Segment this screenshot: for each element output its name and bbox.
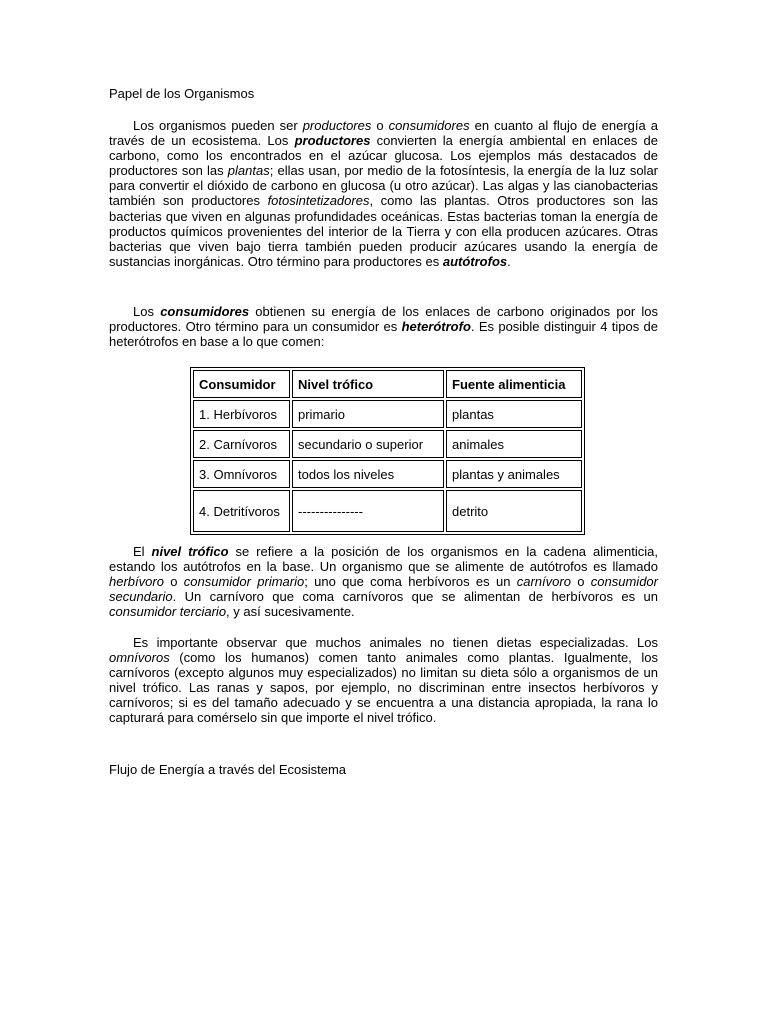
table-row <box>193 460 582 488</box>
text-run: ; uno que coma herbívoros es un <box>304 574 517 590</box>
table-cell: 3. Omnívoros <box>193 460 290 488</box>
table-cell: plantas y animales <box>446 460 582 488</box>
paragraph-nivel-trofico <box>109 544 658 619</box>
text-run: , y así sucesivamente. <box>226 604 355 620</box>
term-productores-bold: productores <box>294 133 371 149</box>
text-run: o <box>371 118 389 133</box>
text-run: o <box>163 574 184 590</box>
term-consumidor-secundario: consumidor secundario <box>109 574 658 605</box>
term-consumidor-terciario: consumidor terciario <box>109 604 227 620</box>
table-row <box>193 430 582 458</box>
term-carnivoro: carnívoro <box>516 574 571 590</box>
paragraph-productores <box>109 118 658 269</box>
table-cell: plantas <box>446 400 582 428</box>
term-heterotrofo: heterótrofo <box>401 319 471 335</box>
term-productores: productores <box>302 118 372 133</box>
text-run: Es importante observar que muchos animales no tienen dietas especializadas. Los <box>133 635 658 650</box>
term-consumidores-bold: consumidores <box>160 304 250 319</box>
table-cell: secundario o superior <box>292 430 444 458</box>
text-run: en cuanto al flujo de energía a través de un ecosistema. Los <box>109 118 658 149</box>
term-fotosintetizadores: fotosintetizadores <box>267 193 370 209</box>
text-run: . Un carnívoro que coma carnívoros que se alimentan de herbívoros es un <box>172 589 658 605</box>
table-cell: todos los niveles <box>292 460 444 488</box>
term-consumidor-primario: consumidor primario <box>183 574 305 590</box>
consumer-types-table <box>190 367 585 535</box>
text-run: . Es posible distinguir 4 tipos de heterótrofos en base a lo que comen: <box>109 319 658 350</box>
table-cell: 1. Herbívoros <box>193 400 290 428</box>
paragraph-consumidores <box>109 304 658 349</box>
table-header-fuente: Fuente alimenticia <box>446 370 582 398</box>
text-run: , como las plantas. Otros productores son las bacterias que viven en algunas profundidades oceánicas. Estas bacterias toman la energía de productos químicos provenientes del interior de la Tierra y con ella producen azúcares. Otras bacterias que viven bajo tierra también pueden producir azúcares usando la energía de sustancias inorgánicas. Otro término para productores es <box>109 193 658 269</box>
text-run: se refiere a la posición de los organismos en la cadena alimenticia, estando los autótrofos en la base. Un organismo que se alimente de autótrofos es llamado <box>109 544 659 575</box>
text-run: convierten la energía ambiental en enlaces de carbono, como los encontrados en el azúcar glucosa. Los ejemplos más destacados de productores son las <box>109 133 658 179</box>
table-cell: 4. Detritívoros <box>193 490 290 532</box>
term-plantas: plantas <box>227 163 270 179</box>
table-cell: primario <box>292 400 444 428</box>
table-header-consumidor: Consumidor <box>193 370 290 398</box>
text-run: obtienen su energía de los enlaces de carbono originados por los productores. Otro término para un consumidor es <box>109 304 658 335</box>
text-run: ; ellas usan, por medio de la fotosíntesis, la energía de la luz solar para convertir el dióxido de carbono en glucosa (u otro azúcar). Las algas y las cianobacterias también son productores <box>109 163 658 209</box>
table-header-nivel-trofico: Nivel trófico <box>292 370 444 398</box>
text-run: Los organismos pueden ser <box>133 118 303 133</box>
table-cell: 2. Carnívoros <box>193 430 290 458</box>
term-omnivoros: omnívoros <box>109 650 170 666</box>
term-nivel-trofico: nivel trófico <box>151 544 229 559</box>
section-heading-flujo: Flujo de Energía a través del Ecosistema <box>109 762 347 777</box>
table-cell: animales <box>446 430 582 458</box>
text-run: o <box>570 574 591 590</box>
paragraph-dietas <box>109 635 658 726</box>
table-header-row <box>193 370 582 398</box>
text-run: (como los humanos) comen tanto animales como plantas. Igualmente, los carnívoros (excepto algunos muy especializados) no limitan su dieta sólo a organismos de un nivel trófico. Las ranas y sapos, por ejemplo, no discriminan entre insectos herbívoros y carnívoros; si es del tamaño adecuado y se encuentra a una distancia apropiada, la rana lo capturará para comérselo sin que importe el nivel trófico. <box>109 650 658 726</box>
term-herbivoro: herbívoro <box>109 574 164 590</box>
table-row <box>193 400 582 428</box>
text-run: . <box>507 253 511 269</box>
table-cell: detrito <box>446 490 582 532</box>
term-autotrofos: autótrofos <box>442 253 508 269</box>
term-consumidores: consumidores <box>388 118 470 133</box>
section-heading-papel: Papel de los Organismos <box>109 86 255 101</box>
text-run: Los <box>133 304 161 319</box>
table-cell: --------------- <box>292 490 444 532</box>
text-run: El <box>133 544 152 559</box>
table-row <box>193 490 582 532</box>
